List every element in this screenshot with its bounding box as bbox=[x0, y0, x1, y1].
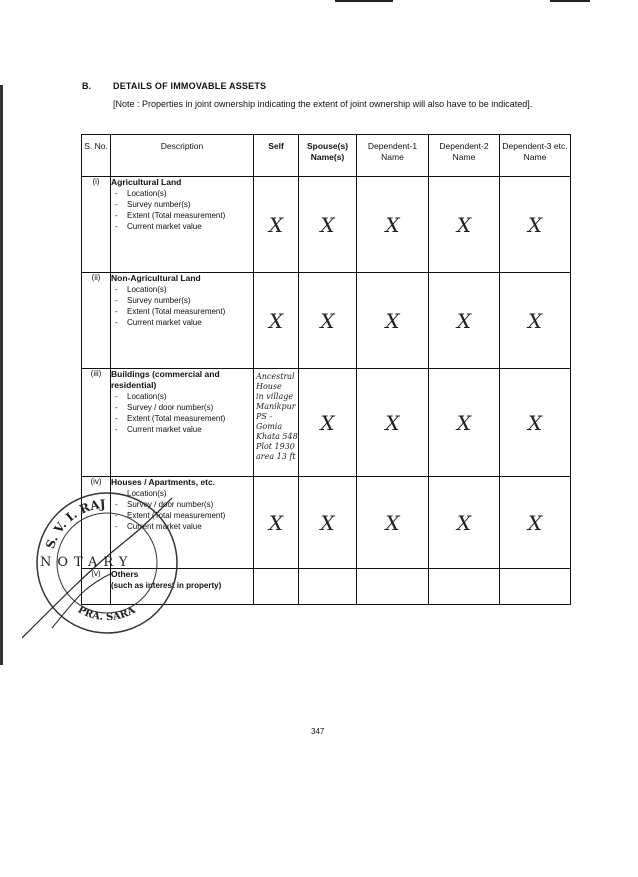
list-item: - Current market value bbox=[111, 221, 253, 232]
cross-mark-icon: X bbox=[456, 212, 472, 237]
cell-dependent-1 bbox=[357, 477, 429, 569]
cross-mark-icon: X bbox=[268, 212, 284, 237]
list-item: - Location(s) bbox=[111, 188, 253, 199]
scan-top-mark bbox=[335, 0, 393, 2]
handwritten-note bbox=[256, 372, 298, 462]
cell-dependent-3 bbox=[500, 177, 571, 273]
cross-mark-icon: X bbox=[527, 308, 543, 333]
cross-mark-icon: X bbox=[320, 410, 335, 435]
cell-self bbox=[254, 369, 299, 477]
header-dependent-2: Dependent-2 Name bbox=[429, 135, 500, 177]
list-item: - Location(s) bbox=[111, 391, 253, 402]
cell-dependent-2 bbox=[429, 177, 500, 273]
list-item: - Survey / door number(s) bbox=[111, 402, 253, 413]
row-title: Others bbox=[111, 569, 139, 579]
header-row bbox=[82, 135, 571, 177]
table-row bbox=[82, 369, 571, 477]
list-item: - Location(s) bbox=[111, 488, 253, 499]
cross-mark-icon: X bbox=[320, 212, 335, 237]
page-number: 347 bbox=[311, 727, 325, 736]
row-title: Non-Agricultural Land bbox=[111, 273, 201, 283]
row-title: Buildings (commercial and residential) bbox=[111, 369, 220, 390]
row-description bbox=[111, 369, 254, 477]
handwritten-line: Manikpur bbox=[256, 402, 296, 411]
handwritten-line: area 13 ft bbox=[256, 452, 296, 461]
cross-mark-icon: X bbox=[320, 308, 335, 333]
row-sno: (v) bbox=[82, 569, 111, 605]
list-item: - Current market value bbox=[111, 521, 253, 532]
notary-seal-icon bbox=[22, 478, 192, 648]
svg-text:S. V. I. RAJ bbox=[43, 497, 106, 550]
row-title: Houses / Apartments, etc. bbox=[111, 477, 216, 487]
section-note: [Note : Properties in joint ownership indicating the extent of joint ownership will also have to be indicated]. bbox=[113, 99, 533, 109]
cell-dependent-3 bbox=[500, 569, 571, 605]
row-description bbox=[111, 273, 254, 369]
cell-spouse bbox=[299, 477, 357, 569]
cross-mark-icon: X bbox=[385, 308, 400, 333]
cell-self bbox=[254, 273, 299, 369]
stamp-top-text: S. V. I. RAJ bbox=[43, 496, 107, 551]
list-item: - Current market value bbox=[111, 424, 253, 435]
cell-dependent-1 bbox=[357, 177, 429, 273]
scan-edge-mark bbox=[0, 85, 3, 665]
cell-dependent-2 bbox=[429, 477, 500, 569]
cross-mark-icon: X bbox=[268, 510, 284, 535]
cross-mark-icon: X bbox=[456, 510, 472, 535]
header-dependent-1: Dependent-1 Name bbox=[357, 135, 429, 177]
handwritten-line: House bbox=[256, 382, 282, 391]
header-spouse: Spouse(s) Name(s) bbox=[299, 135, 357, 177]
header-description: Description bbox=[111, 135, 254, 177]
list-item: - Location(s) bbox=[111, 284, 253, 295]
cell-dependent-1 bbox=[357, 369, 429, 477]
cell-dependent-2 bbox=[429, 273, 500, 369]
cell-dependent-3 bbox=[500, 369, 571, 477]
row-subtitle: (such as interest in property) bbox=[111, 581, 222, 590]
list-item: - Extent (Total measurement) bbox=[111, 210, 253, 221]
cross-mark-icon: X bbox=[320, 510, 335, 535]
list-item: - Extent (Total measurement) bbox=[111, 413, 253, 424]
handwritten-line: Khata 548 bbox=[256, 432, 298, 441]
cross-mark-icon: X bbox=[527, 410, 543, 435]
handwritten-line: Gomia bbox=[256, 422, 283, 431]
row-title: Agricultural Land bbox=[111, 177, 182, 187]
cross-mark-icon: X bbox=[385, 212, 400, 237]
handwritten-line: PS - bbox=[256, 412, 273, 421]
header-self: Self bbox=[254, 135, 299, 177]
cell-spouse bbox=[299, 177, 357, 273]
scan-top-mark bbox=[550, 0, 590, 2]
cell-dependent-3 bbox=[500, 477, 571, 569]
cross-mark-icon: X bbox=[268, 308, 284, 333]
list-item: - Extent (Total measurement) bbox=[111, 510, 253, 521]
cross-mark-icon: X bbox=[527, 510, 543, 535]
cross-mark-icon: X bbox=[385, 410, 400, 435]
svg-text:PRA. SARA bbox=[76, 604, 138, 623]
cell-dependent-2 bbox=[429, 569, 500, 605]
header-sno: S. No. bbox=[82, 135, 111, 177]
stamp-bottom-text: PRA. SARA bbox=[75, 604, 138, 624]
list-item: - Survey number(s) bbox=[111, 199, 253, 210]
cross-mark-icon: X bbox=[385, 510, 400, 535]
cell-self bbox=[254, 569, 299, 605]
cell-spouse bbox=[299, 369, 357, 477]
list-item: - Survey number(s) bbox=[111, 295, 253, 306]
table-row bbox=[82, 273, 571, 369]
cell-dependent-1 bbox=[357, 273, 429, 369]
list-item: - Survey / door number(s) bbox=[111, 499, 253, 510]
list-item: - Current market value bbox=[111, 317, 253, 328]
cell-self bbox=[254, 477, 299, 569]
section-title: DETAILS OF IMMOVABLE ASSETS bbox=[113, 81, 267, 91]
cross-mark-icon: X bbox=[456, 308, 472, 333]
row-sno: (iii) bbox=[82, 369, 111, 477]
row-description bbox=[111, 177, 254, 273]
cell-spouse bbox=[299, 273, 357, 369]
row-sno: (iv) bbox=[82, 477, 111, 569]
row-sno: (i) bbox=[82, 177, 111, 273]
cell-spouse bbox=[299, 569, 357, 605]
handwritten-line: Ancestral bbox=[256, 372, 295, 381]
table-row bbox=[82, 177, 571, 273]
header-dependent-3: Dependent-3 etc. Name bbox=[500, 135, 571, 177]
section-number: B. bbox=[82, 81, 91, 91]
cell-dependent-3 bbox=[500, 273, 571, 369]
cross-mark-icon: X bbox=[527, 212, 543, 237]
list-item: - Extent (Total measurement) bbox=[111, 306, 253, 317]
handwritten-line: Plot 1930 bbox=[256, 442, 295, 451]
stamp-middle-text: NOTARY bbox=[40, 555, 134, 570]
cell-self bbox=[254, 177, 299, 273]
handwritten-line: in village bbox=[256, 392, 294, 401]
cell-dependent-1 bbox=[357, 569, 429, 605]
cell-dependent-2 bbox=[429, 369, 500, 477]
row-sno: (ii) bbox=[82, 273, 111, 369]
cross-mark-icon: X bbox=[456, 410, 472, 435]
